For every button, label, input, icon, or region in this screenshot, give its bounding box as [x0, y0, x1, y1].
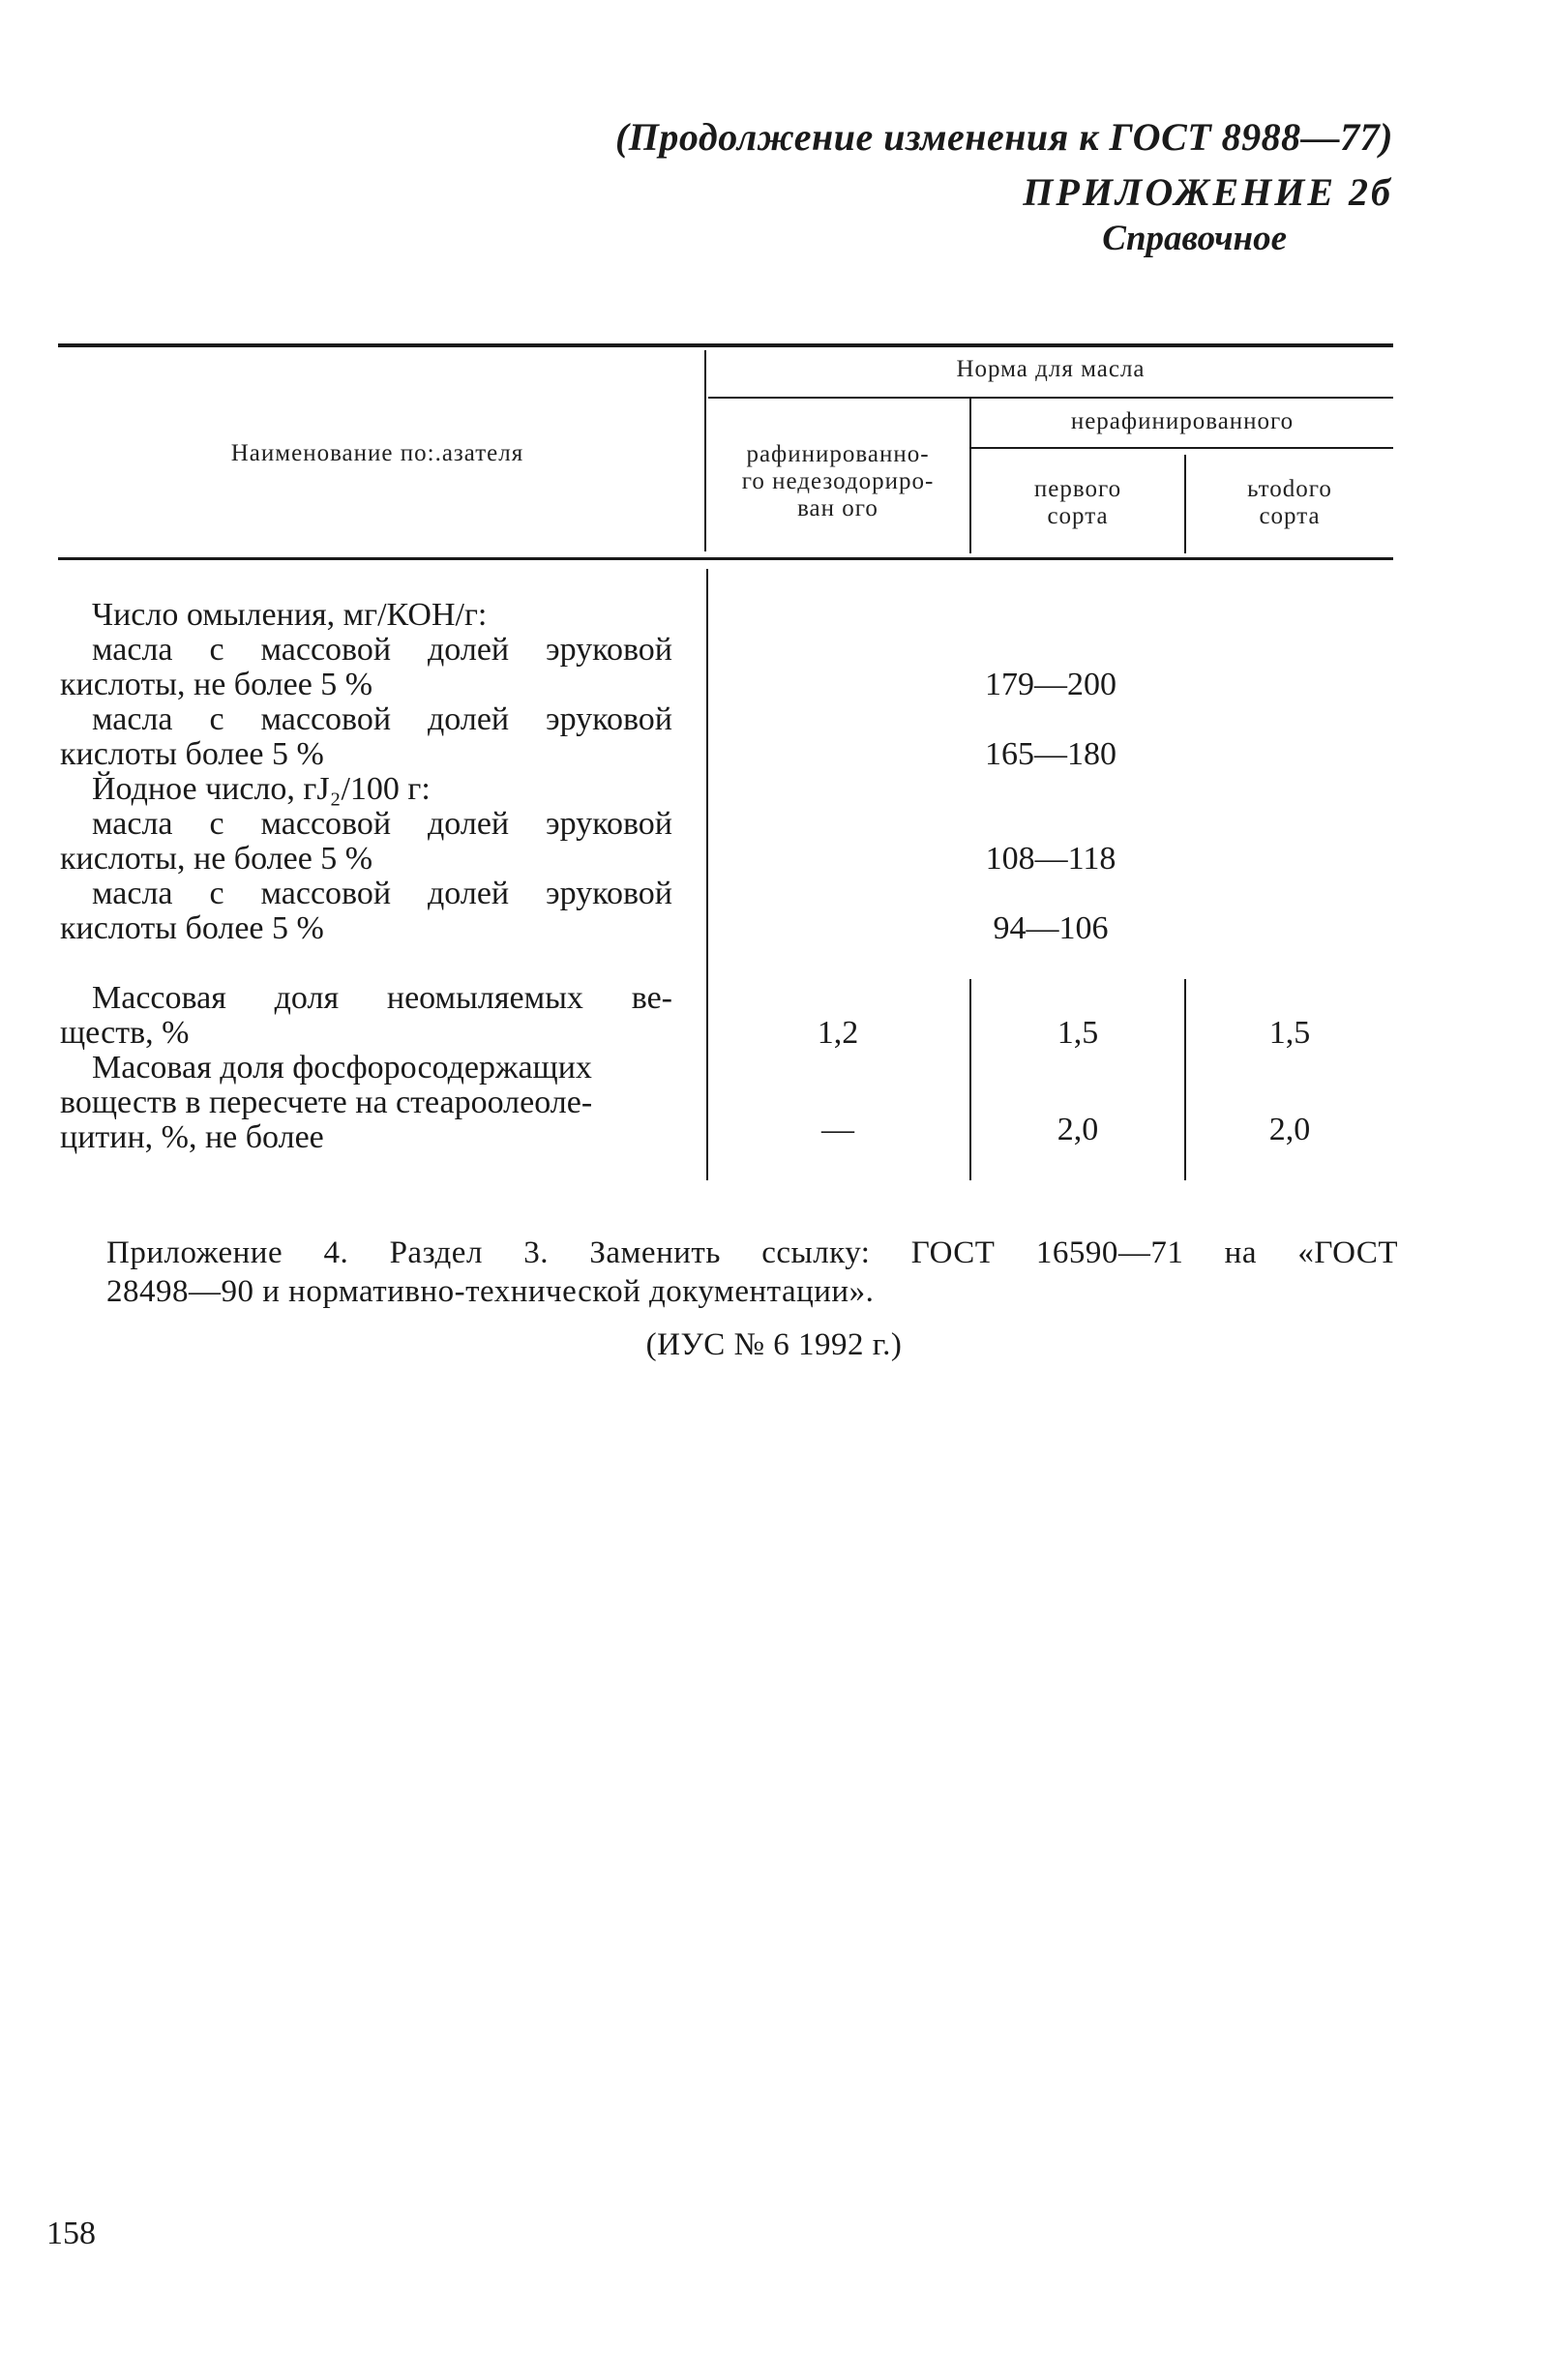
continuation-title: (Продолжение изменения к ГОСТ 8988—77) [614, 115, 1393, 159]
table-cell-value: 1,5 [1268, 1015, 1311, 1051]
iodine-title: Йодное число, гJ₂/100 г: [92, 771, 431, 807]
table-cell-value: 179—200 [985, 667, 1116, 702]
table-cell-value: 1,5 [1057, 1015, 1099, 1051]
row-text: Массовая доля неомыляемых ве- [92, 980, 672, 1016]
row-text: кислоты более 5 % [60, 736, 324, 772]
body-divider-grades-lower [1184, 979, 1186, 1180]
row-text: цитин, %, не более [60, 1119, 324, 1155]
header-divider-main [704, 350, 706, 551]
table-cell-value: 2,0 [1057, 1112, 1099, 1147]
table-cell-value: 2,0 [1268, 1112, 1311, 1147]
row-text: Масовая доля фосфоросодержащих [92, 1050, 592, 1086]
row-text: ществ, % [60, 1015, 190, 1051]
refined-column-header [708, 441, 968, 522]
row-text: воществ в пересчете на стеароолеоле- [60, 1085, 593, 1120]
norm-column-header: Норма для масла [956, 356, 1146, 382]
table-cell-value: 94—106 [993, 910, 1109, 946]
page-number: 158 [46, 2216, 96, 2251]
refined-header-line: рафинированно- [746, 441, 930, 467]
row-text: масла с массовой долей эруковой [92, 701, 672, 737]
header-bottom-rule [58, 557, 1393, 560]
table-cell-value: 1,2 [817, 1015, 859, 1051]
row-text: масла с массовой долей эруковой [92, 876, 672, 911]
amendment-text: 28498—90 и нормативно-технической документации». [106, 1274, 875, 1309]
reference-label: Справочное [1102, 219, 1287, 258]
refined-header-line: го недезодориро- [741, 468, 935, 494]
norm-header-rule [708, 397, 1393, 399]
body-divider-refined-lower [969, 979, 971, 1180]
second-grade-header-line: ьтоdого [1247, 476, 1332, 502]
row-text: кислоты более 5 % [60, 910, 324, 946]
first-grade-header-line: сорта [1047, 503, 1109, 529]
table-cell-value: 108—118 [985, 841, 1116, 877]
row-text: кислоты, не более 5 % [60, 667, 373, 702]
second-grade-header-line: сорта [1259, 503, 1321, 529]
appendix-title: ПРИЛОЖЕНИЕ 2б [1023, 170, 1393, 214]
row-text: кислоты, не более 5 % [60, 841, 373, 877]
table-cell-value: 165—180 [985, 736, 1116, 772]
row-text: масла с массовой долей эруковой [92, 632, 672, 668]
amendment-text: Приложение 4. Раздел 3. Заменить ссылку: ГОСТ 16590—71 на «ГОСТ [106, 1235, 1398, 1270]
refined-header-line: ван ого [797, 495, 878, 521]
first-grade-header-line: первого [1033, 476, 1122, 502]
indicator-column-header: Наименование по:.азателя [230, 440, 524, 466]
saponification-title: Число омыления, мг/КОН/г: [92, 597, 488, 633]
unrefined-column-header: нерафинированного [1070, 408, 1295, 434]
table-cell-value: — [821, 1112, 854, 1147]
unrefined-header-rule [970, 447, 1393, 449]
table-top-rule [58, 343, 1393, 347]
second-grade-column-header [1186, 476, 1393, 530]
row-text: масла с массовой долей эруковой [92, 806, 672, 842]
first-grade-column-header [971, 476, 1184, 530]
ius-reference: (ИУС № 6 1992 г.) [645, 1327, 903, 1362]
